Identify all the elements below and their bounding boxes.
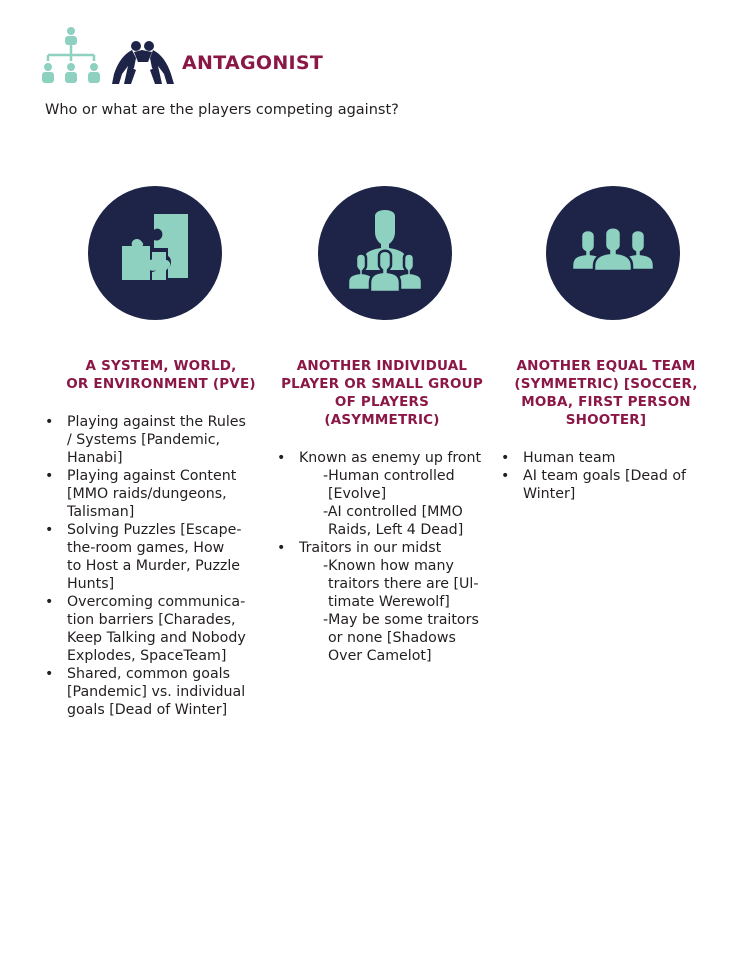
puzzle-icon-circle bbox=[88, 186, 222, 320]
sub-item: -May be some traitors or none [Shadows Over Camelot] bbox=[323, 612, 479, 664]
list-item: • Solving Puzzles [Escape- the-room games, How to Host a Murder, Puzzle Hunts] bbox=[45, 521, 265, 593]
wrestlers-icon bbox=[110, 40, 176, 86]
list-item: • Playing against the Rules / Systems [Pandemic, Hanabi] bbox=[45, 413, 265, 467]
asymmetric-bullet-list bbox=[277, 449, 492, 665]
list-item: • Playing against Content [MMO raids/dungeons, Talisman] bbox=[45, 467, 265, 521]
sub-item: -AI controlled [MMO Raids, Left 4 Dead] bbox=[323, 504, 464, 538]
column-heading-asymmetric: ANOTHER INDIVIDUAL PLAYER OR SMALL GROUP OF PLAYERS (ASYMMETRIC) bbox=[281, 358, 483, 428]
equal-team-icon bbox=[546, 186, 680, 320]
page-question: Who or what are the players competing against? bbox=[45, 102, 399, 118]
list-item: • Known as enemy up front -Human controlled [Evolve] -AI controlled [MMO Raids, Left 4 Dead] bbox=[277, 449, 492, 539]
sub-item: -Known how many traitors there are [Ul- timate Werewolf] bbox=[323, 558, 479, 610]
leader-and-group-icon bbox=[318, 186, 452, 320]
column-heading-symmetric: ANOTHER EQUAL TEAM (SYMMETRIC) [SOCCER, MOBA, FIRST PERSON SHOOTER] bbox=[514, 358, 698, 428]
list-item: • AI team goals [Dead of Winter] bbox=[501, 467, 716, 503]
puzzle-icon bbox=[88, 186, 222, 320]
list-item: • Shared, common goals [Pandemic] vs. individual goals [Dead of Winter] bbox=[45, 665, 265, 719]
sub-item: -Human controlled [Evolve] bbox=[323, 468, 455, 502]
org-chart-icon bbox=[42, 26, 100, 86]
leader-icon-circle bbox=[318, 186, 452, 320]
list-item: • Traitors in our midst -Known how many traitors there are [Ul- timate Werewolf] -May be some traitors or none [Shadows Over Camelot] bbox=[277, 539, 492, 665]
team-icon-circle bbox=[546, 186, 680, 320]
list-item: • Human team bbox=[501, 449, 716, 467]
column-heading-pve: A SYSTEM, WORLD, OR ENVIRONMENT (PVE) bbox=[66, 358, 256, 392]
symmetric-bullet-list bbox=[501, 449, 716, 503]
list-item: • Overcoming communica- tion barriers [Charades, Keep Talking and Nobody Explodes, SpaceTeam] bbox=[45, 593, 265, 665]
pve-bullet-list bbox=[45, 413, 265, 719]
page-title: ANTAGONIST bbox=[182, 52, 324, 74]
